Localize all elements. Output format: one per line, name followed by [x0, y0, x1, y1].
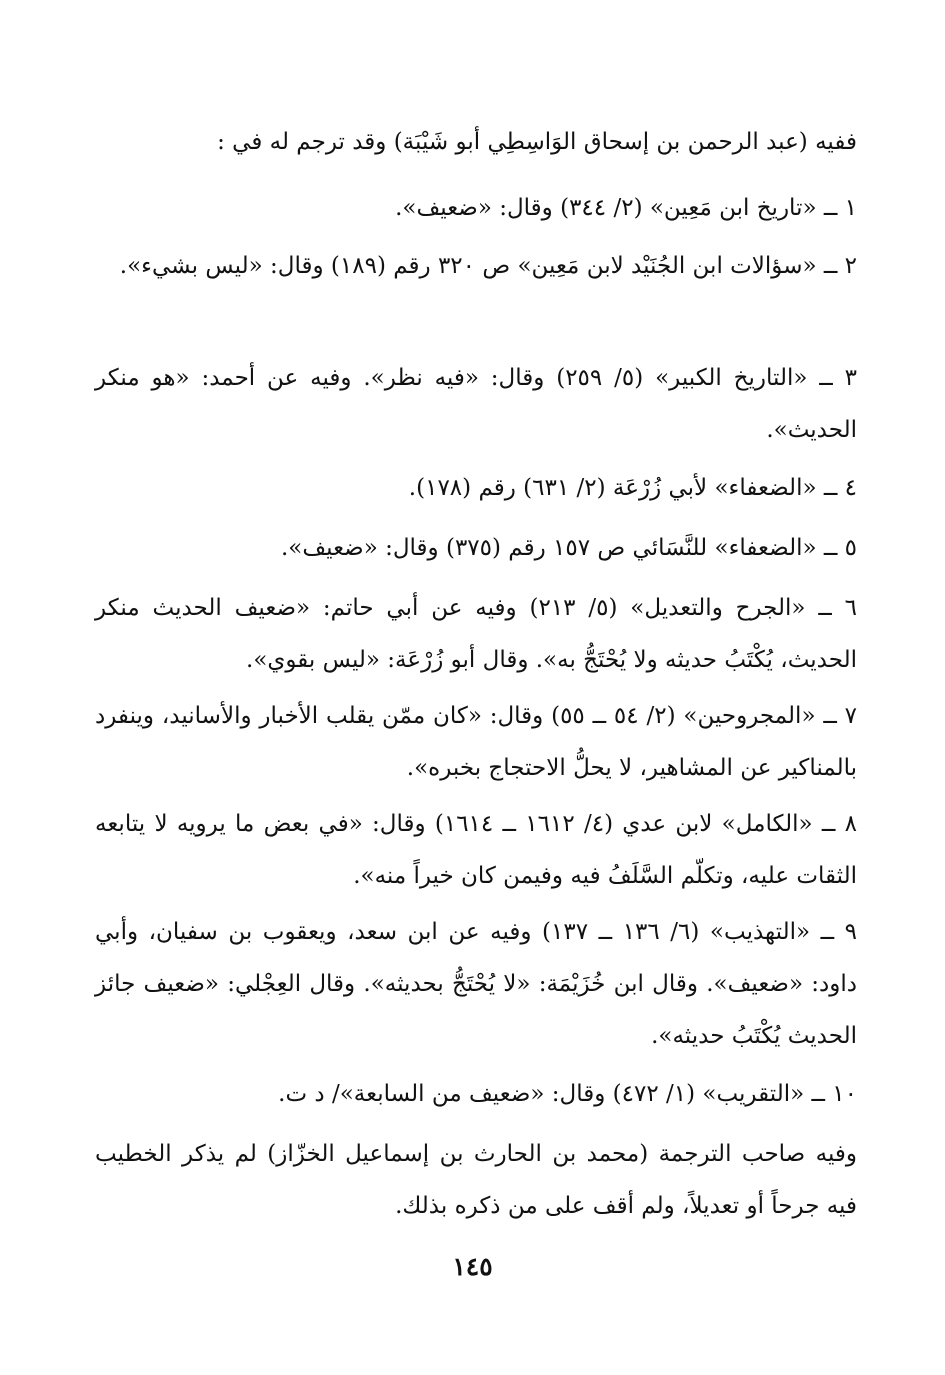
entry-3: ٣ ــ «التاريخ الكبير» (٥/ ٢٥٩) وقال: «فيه نظر». وفيه عن أحمد: «هو منكر الحديث».: [95, 365, 858, 443]
entry-5: ٥ ــ «الضعفاء» للنَّسَائي ص ١٥٧ رقم (٣٧٥) وقال: «ضعيف».: [280, 535, 857, 561]
entry-2: ٢ ــ «سؤالات ابن الجُنَيْد لابن مَعِين» ص ٣٢٠ رقم (١٨٩) وقال: «ليس بشيء».: [119, 253, 857, 279]
entry-9: ٩ ــ «التهذيب» (٦/ ١٣٦ ــ ١٣٧) وفيه عن ابن سعد، ويعقوب بن سفيان، وأبي داود: «ضعيف». وقال ابن خُزَيْمَة: «لا يُحْتَجُّ بحديثه». وقال العِجْلي: «ضعيف جائز الحديث يُكْتَبُ حديثه».: [95, 919, 857, 1049]
page-number: ١٤٥: [452, 1252, 493, 1281]
entry-8: ٨ ــ «الكامل» لابن عدي (٤/ ١٦١٢ ــ ١٦١٤) وقال: «في بعض ما يرويه لا يتابعه الثقات عليه، وتكلّم السَّلَفُ فيه وفيمن كان خيراً منه».: [95, 811, 857, 889]
entry-7: ٧ ــ «المجروحين» (٢/ ٥٤ ــ ٥٥) وقال: «كان ممّن يقلب الأخبار والأسانيد، وينفرد بالمناكير عن المشاهير، لا يحلُّ الاحتجاج بخبره».: [95, 703, 857, 781]
entry-1: ١ ــ «تاريخ ابن مَعِين» (٢/ ٣٤٤) وقال: «ضعيف».: [395, 195, 857, 221]
closing-paragraph: وفيه صاحب الترجمة (محمد بن الحارث بن إسماعيل الخزّاز) لم يذكر الخطيب فيه جرحاً أو تعديلاً، ولم أقف على من ذكره بذلك.: [95, 1141, 857, 1219]
entry-6: ٦ ــ «الجرح والتعديل» (٥/ ٢١٣) وفيه عن أبي حاتم: «ضعيف الحديث منكر الحديث، يُكْتَبُ حديثه ولا يُحْتَجُّ به». وقال أبو زُرْعَة: «ليس بقوي».: [95, 595, 857, 673]
entry-10: ١٠ ــ «التقريب» (١/ ٤٧٢) وقال: «ضعيف من السابعة»/ د ت.: [278, 1081, 857, 1107]
intro-paragraph: ففيه (عبد الرحمن بن إسحاق الوَاسِطِي أبو شَيْبَة) وقد ترجم له في :: [217, 129, 857, 155]
entry-4: ٤ ــ «الضعفاء» لأبي زُرْعَة (٢/ ٦٣١) رقم (١٧٨).: [408, 475, 857, 501]
